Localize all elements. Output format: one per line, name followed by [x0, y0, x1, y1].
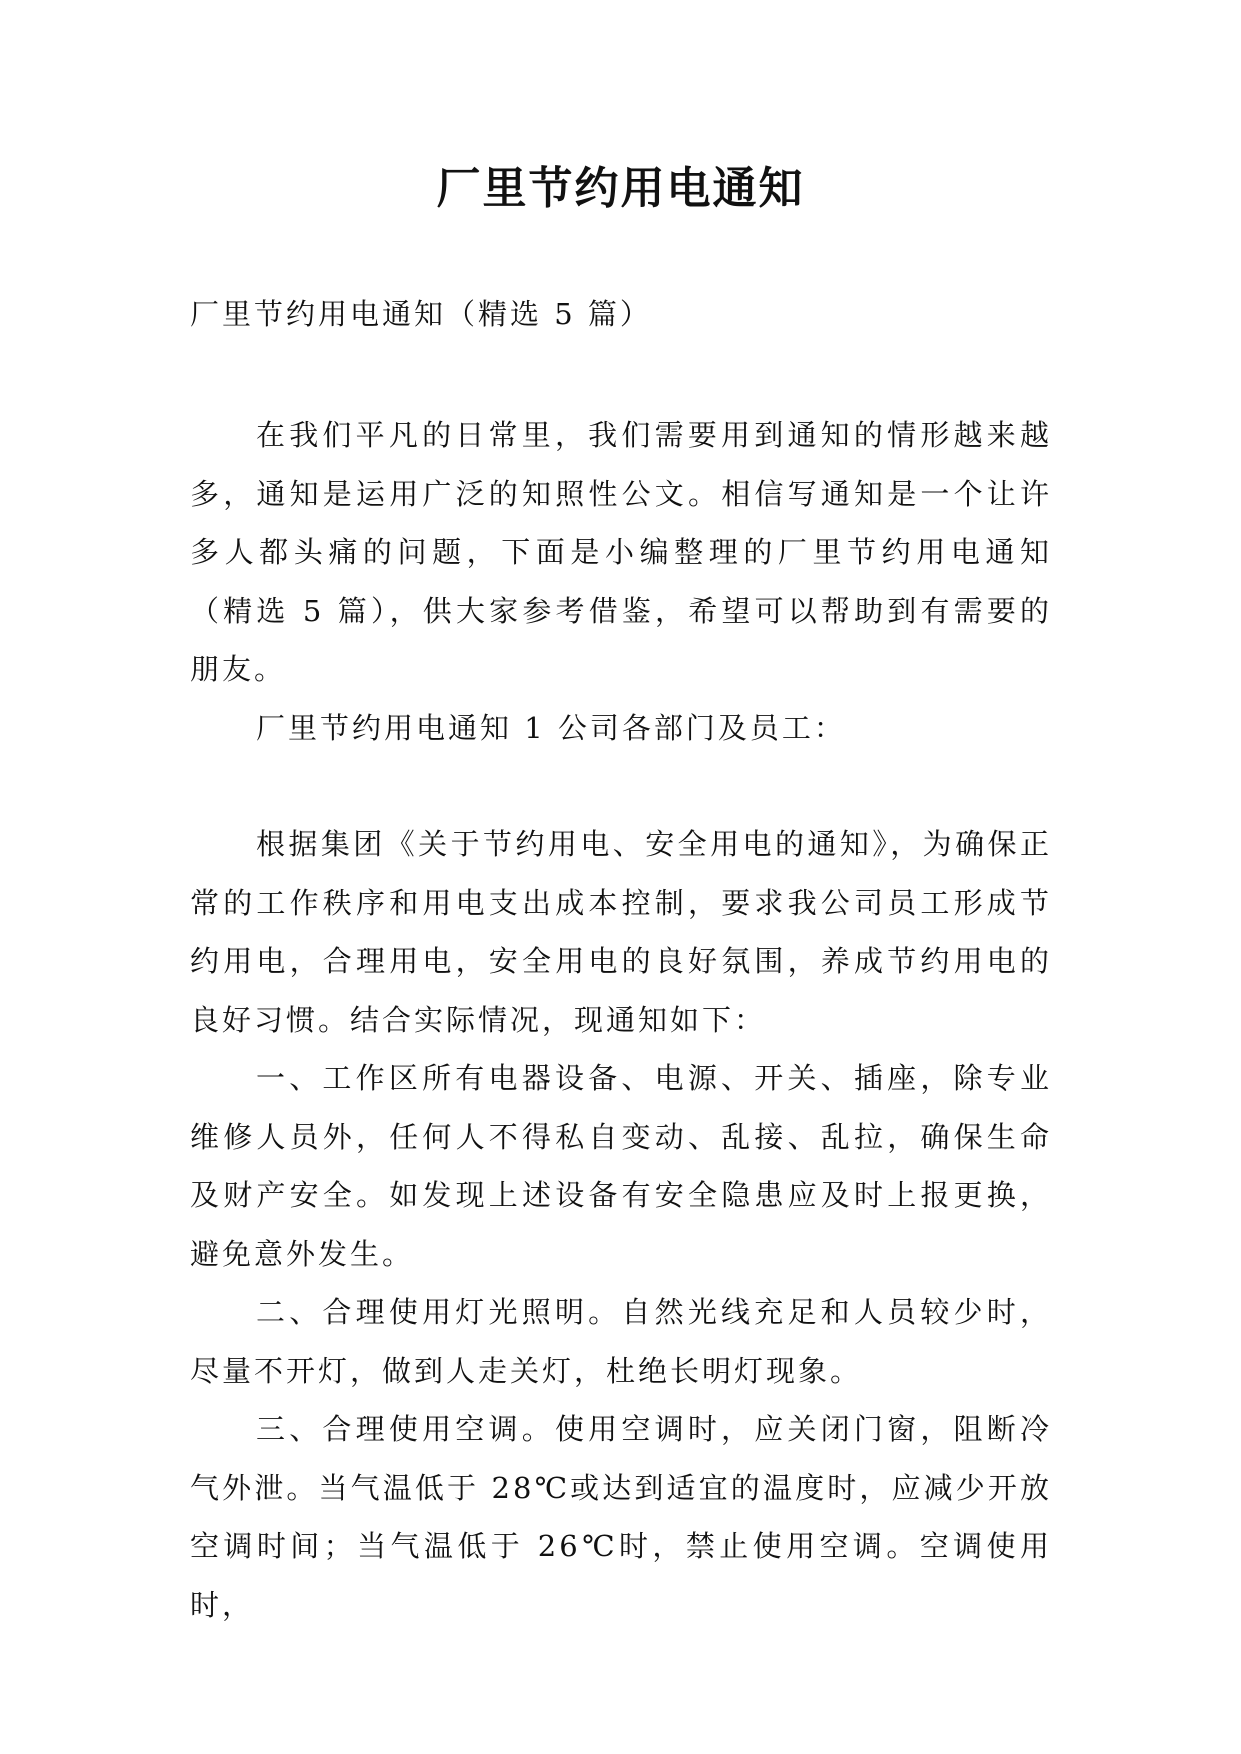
document-body: [190, 406, 1052, 1634]
paragraph-item-2: 二、合理使用灯光照明。自然光线充足和人员较少时，尽量不开灯，做到人走关灯，杜绝长明灯现象。: [190, 1295, 1052, 1388]
paragraph-notice-heading: 厂里节约用电通知 1 公司各部门及员工：: [256, 710, 846, 745]
paragraph-item-1: 一、工作区所有电器设备、电源、开关、插座，除专业维修人员外，任何人不得私自变动、乱接、乱拉，确保生命及财产安全。如发现上述设备有安全隐患应及时上报更换，避免意外发生。: [190, 1061, 1052, 1271]
document-subtitle: 厂里节约用电通知（精选 5 篇）: [190, 297, 652, 331]
paragraph-basis: 根据集团《关于节约用电、安全用电的通知》，为确保正常的工作秩序和用电支出成本控制，要求我公司员工形成节约用电，合理用电，安全用电的良好氛围，养成节约用电的良好习惯。结合实际情况，现通知如下：: [190, 827, 1052, 1037]
document-title: 厂里节约用电通知: [436, 163, 805, 214]
paragraph-intro: 在我们平凡的日常里，我们需要用到通知的情形越来越多，通知是运用广泛的知照性公文。相信写通知是一个让许多人都头痛的问题，下面是小编整理的厂里节约用电通知（精选 5 篇），供大家参考借鉴，希望可以帮助到有需要的朋友。: [190, 418, 1052, 686]
paragraph-item-3: 三、合理使用空调。使用空调时，应关闭门窗，阻断冷气外泄。当气温低于 28℃或达到适宜的温度时，应减少开放空调时间；当气温低于 26℃时，禁止使用空调。空调使用时，: [190, 1412, 1052, 1622]
